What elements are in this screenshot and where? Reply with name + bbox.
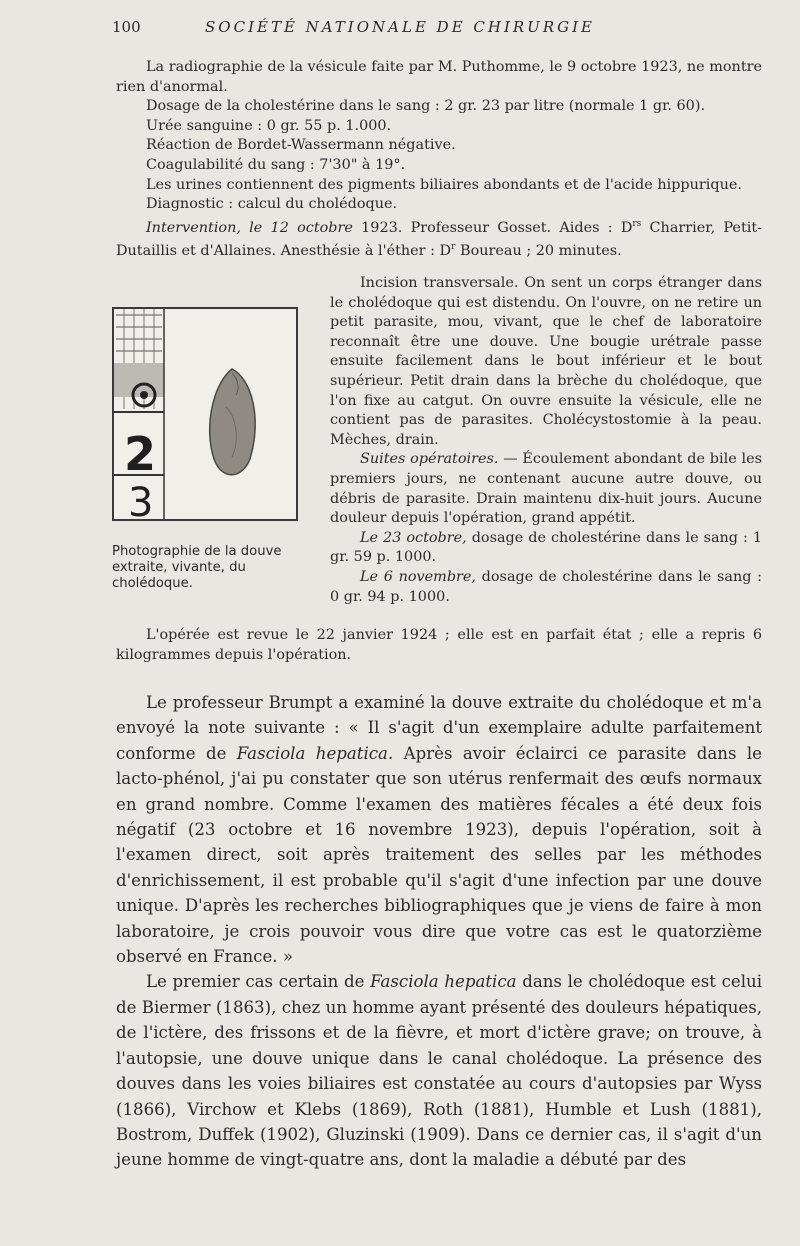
paragraph: Urée sanguine : 0 gr. 55 p. 1.000.: [146, 117, 392, 134]
superscript: r: [451, 242, 456, 253]
text-run: Boureau ; 20 minutes.: [455, 242, 622, 259]
paragraph: [330, 529, 762, 568]
text-run: Charrier, Petit-Dutaillis et d'Allaines. Anesthésie à l'éther : D: [116, 219, 762, 259]
paragraph: Dosage de la cholestérine dans le sang : 2 gr. 23 par litre (normale 1 gr. 60).: [146, 98, 706, 115]
main-text: [116, 690, 762, 1173]
superscript: rs: [632, 218, 642, 229]
text-run: dosage de cholestérine dans le sang : 1 gr. 59 p. 1000.: [330, 529, 762, 566]
paragraph: Les urines contiennent des pigments biliaires abondants et de l'acide hippurique.: [146, 176, 742, 193]
text-run: Le professeur Brumpt a examiné la douve extraite du cholédoque et m'a envoyé la note suivante : « Il s'agit d'un exemplaire adulte parfaitement conforme de: [116, 693, 762, 763]
scale-label-2: 2: [124, 427, 157, 481]
text-run: Le premier cas certain de: [146, 972, 371, 992]
paragraph: [116, 690, 762, 969]
paragraph: [116, 215, 762, 262]
running-title: SOCIÉTÉ NATIONALE DE CHIRURGIE: [205, 18, 595, 36]
paragraph: La radiographie de la vésicule faite par M. Puthomme, le 9 octobre 1923, ne montre rien d'anormal.: [116, 59, 763, 95]
paragraph: [330, 450, 762, 528]
emphasis: Le 23 octobre,: [360, 529, 467, 546]
page-number: 100: [112, 18, 141, 36]
case-report-top: [116, 58, 762, 262]
emphasis: Intervention, le 12 octobre: [146, 219, 353, 236]
text-run: dans le cholédoque est celui de Biermer (1863), chez un homme ayant présenté des douleurs hépatiques, de l'ictère, des frissons et de la fièvre, et mort d'ictère grave; on trouve, à l'autopsie, une douve unique dans le canal cholédoque. La présence des douves dans les voies biliaires est constatée au cours d'autopsies par Wyss (1866), Virchow et Klebs (1869), Roth (1881), Humble et Lush (1881), Bostrom, Duffek (1902), Gluzinski (1909). Dans ce dernier cas, il s'agit d'un jeune homme de vingt-quatre ans, dont la maladie a débuté par des: [116, 972, 763, 1170]
paragraph: [116, 969, 762, 1172]
emphasis: Suites opératoires.: [360, 451, 499, 468]
paragraph: Incision transversale. On sent un corps étranger dans le cholédoque qui est distendu. On l'ouvre, on ne retire un petit parasite, mou, vivant, que le chef de laboratoire reconnaît être une douve. Une bougie urétrale passe ensuite facilement dans le bout inférieur et le bout supérieur. Petit drain dans la brèche du cholédoque, que l'on fixe au catgut. On ouvre ensuite la vésicule, elle ne contient pas de parasites. Cholécystostomie à la peau. Mèches, drain.: [330, 275, 762, 448]
species-name: Fasciola hepatica: [370, 972, 517, 992]
paragraph: [330, 568, 762, 607]
fluke-photograph: [112, 307, 298, 526]
paragraph: L'opérée est revue le 22 janvier 1924 ; elle est en parfait état ; elle a repris 6 kilogrammes depuis l'opération.: [116, 627, 762, 663]
case-report-right-column: [330, 274, 762, 607]
text-run: Après avoir éclairci ce parasite dans le lacto-phénol, j'ai pu constater que son utérus renfermait des œufs normaux en grand nombre. Comme l'examen des matières fécales a été deux fois négatif (23 octobre et 16 novembre 1923), depuis l'opération, soit à l'examen direct, soit après traitement des selles par les méthodes d'enrichissement, il est probable qu'il s'agit d'une infection par une douve unique. D'après les recherches bibliographiques que je viens de faire à mon laboratoire, je crois pouvoir vous dire que votre cas est le quatorzième observé en France. »: [116, 743, 762, 967]
case-report-end: [116, 626, 762, 665]
figure-caption: Photographie de la douve extraite, vivante, du cholédoque.: [112, 544, 282, 591]
text-run: — Écoulement abondant de bile les premiers jours, ne contenant aucune autre douve, ou débris de parasite. Drain maintenu dix-huit jours. Aucune douleur depuis l'opération, grand appétit.: [330, 451, 762, 527]
scale-label-3: 3: [128, 480, 154, 526]
paragraph: Coagulabilité du sang : 7'30" à 19°.: [146, 156, 406, 173]
emphasis: Le 6 novembre,: [360, 568, 476, 585]
text-run: 1923. Professeur Gosset. Aides : D: [352, 219, 633, 236]
paragraph: Diagnostic : calcul du cholédoque.: [146, 196, 398, 213]
species-name: Fasciola hepatica.: [236, 743, 394, 763]
paragraph: Réaction de Bordet-Wassermann négative.: [146, 137, 456, 154]
text-run: dosage de cholestérine dans le sang : 0 gr. 94 p. 1000.: [330, 568, 762, 605]
